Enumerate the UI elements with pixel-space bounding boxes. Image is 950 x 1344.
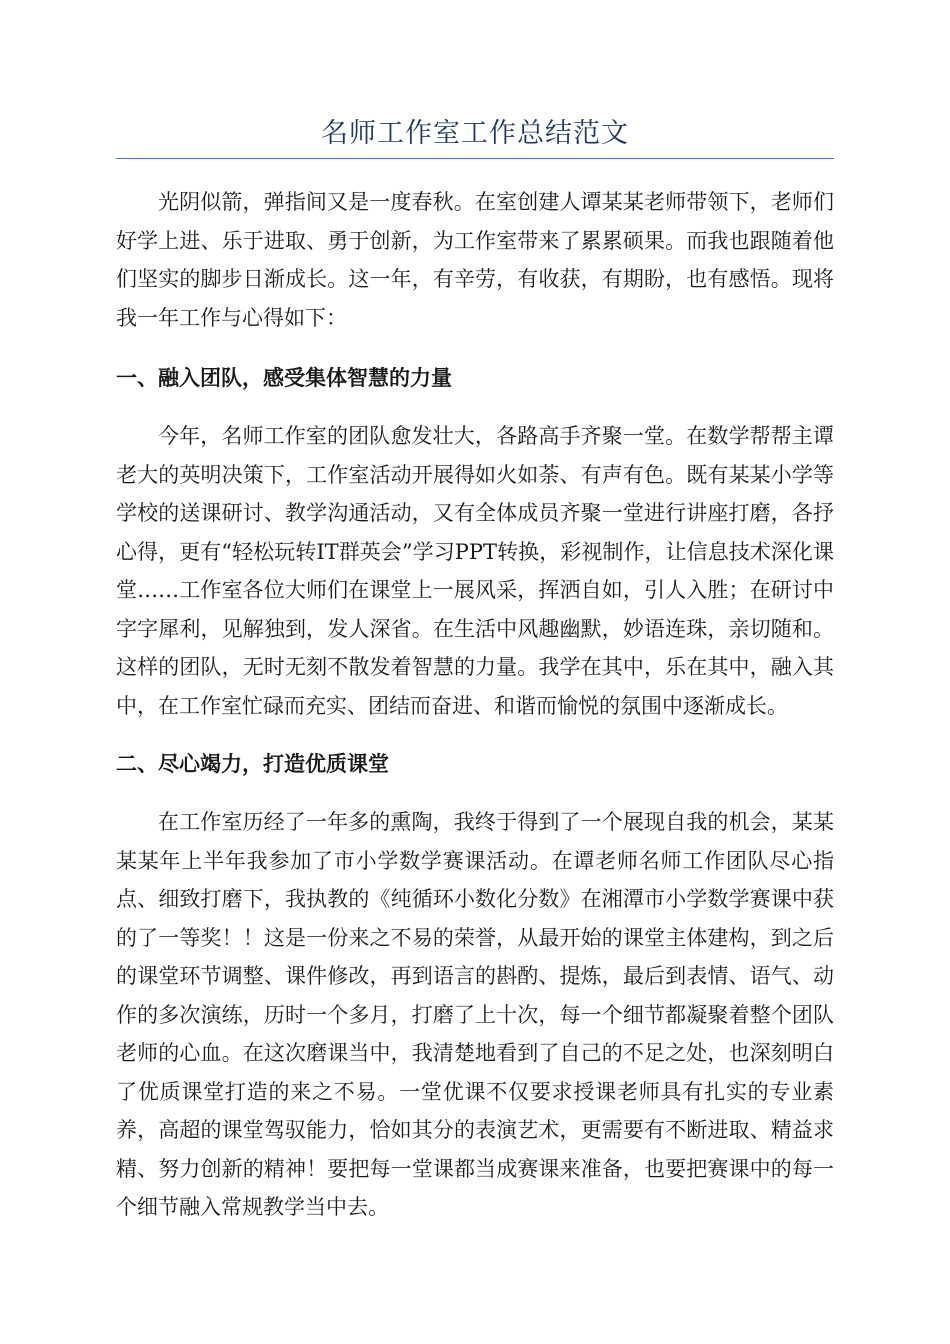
title-underline <box>116 158 834 159</box>
section-1-body: 今年，名师工作室的团队愈发壮大，各路高手齐聚一堂。在数学帮帮主谭老大的英明决策下，工作室活动开展得如火如荼、有声有色。既有某某小学等学校的送课研讨、教学沟通活动，又有全体成员齐聚一堂进行讲座打磨，各抒心得，更有“轻松玩转IT群英会”学习PPT转换，彩视制作，让信息技术深化课堂……工作室各位大师们在课堂上一展风采，挥洒自如，引人入胜；在研讨中字字犀利，见解独到，发人深省。在生活中风趣幽默，妙语连珠，亲切随和。这样的团队，无时无刻不散发着智慧的力量。我学在其中，乐在其中，融入其中，在工作室忙碌而充实、团结而奋进、和谐而愉悦的氛围中逐渐成长。 <box>116 424 834 718</box>
section-1-heading: 一、融入团队，感受集体智慧的力量 <box>116 366 452 390</box>
intro-paragraph: 光阴似箭，弹指间又是一度春秋。在室创建人谭某某老师带领下，老师们好学上进、乐于进取、勇于创新，为工作室带来了累累硕果。而我也跟随着他们坚实的脚步日渐成长。这一年，有辛劳，有收获，有期盼，也有感悟。现将我一年工作与心得如下： <box>116 190 834 330</box>
section-2-heading: 二、尽心竭力，打造优质课堂 <box>116 752 389 776</box>
section-2-body: 在工作室历经了一年多的熏陶，我终于得到了一个展现自我的机会，某某某某年上半年我参加了市小学数学赛课活动。在谭老师名师工作团队尽心指点、细致打磨下，我执教的《纯循环小数化分数》在湘潭市小学数学赛课中获的了一等奖！！这是一份来之不易的荣誉，从最开始的课堂主体建构，到之后的课堂环节调整、课件修改，再到语言的斟酌、提炼，最后到表情、语气、动作的多次演练，历时一个多月，打磨了上十次，每一个细节都凝聚着整个团队老师的心血。在这次磨课当中，我清楚地看到了自己的不足之处，也深刻明白了优质课堂打造的来之不易。一堂优课不仅要求授课老师具有扎实的专业素养，高超的课堂驾驭能力，恰如其分的表演艺术，更需要有不断进取、精益求精、努力创新的精神！要把每一堂课都当成赛课来准备，也要把赛课中的每一个细节融入常规教学当中去。 <box>116 810 834 1219</box>
document-page <box>116 0 834 1227</box>
document-title: 名师工作室工作总结范文 <box>321 118 629 149</box>
